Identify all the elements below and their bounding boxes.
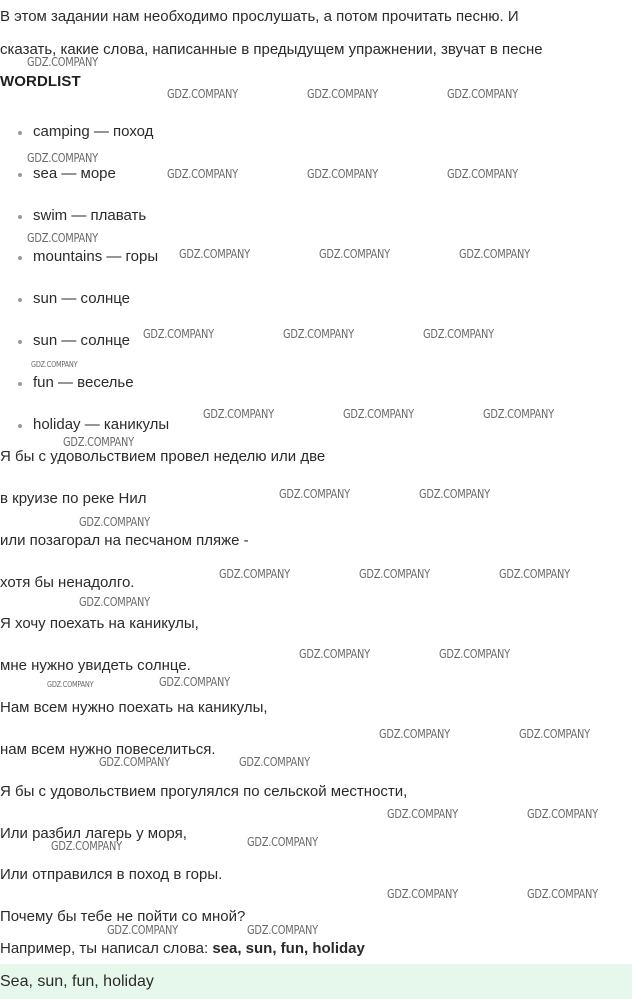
song-line: Я бы с удовольствием провел неделю или две [0, 448, 326, 465]
watermark: GDZ.COMPANY [51, 839, 122, 853]
watermark: GDZ.COMPANY [27, 151, 98, 165]
watermark: GDZ.COMPANY [527, 807, 598, 821]
watermark: GDZ.COMPANY [343, 407, 414, 421]
watermark: GDZ.COMPANY [79, 595, 150, 609]
song-line: Нам всем нужно поехать на каникулы, [0, 699, 268, 716]
watermark: GDZ.COMPANY [239, 755, 310, 769]
watermark: GDZ.COMPANY [387, 887, 458, 901]
watermark: GDZ.COMPANY [359, 567, 430, 581]
watermark: GDZ.COMPANY [483, 407, 554, 421]
song-line: мне нужно увидеть солнце. [0, 657, 191, 674]
song-line: Или разбил лагерь у моря, [0, 825, 187, 842]
song-line: Почему бы тебе не пойти со мной? [0, 908, 246, 925]
watermark: GDZ.COMPANY [247, 923, 318, 937]
watermark: GDZ.COMPANY [519, 727, 590, 741]
bullet-icon [18, 256, 22, 260]
watermark: GDZ.COMPANY [167, 167, 238, 181]
intro-line-2: сказать, какие слова, написанные в предыдущем упражнении, звучат в песне [0, 41, 543, 58]
watermark: GDZ.COMPANY [279, 487, 350, 501]
watermark: GDZ.COMPANY [459, 247, 530, 261]
watermark: GDZ.COMPANY [79, 515, 150, 529]
watermark: GDZ.COMPANY [307, 167, 378, 181]
watermark: GDZ.COMPANY [283, 327, 354, 341]
watermark: GDZ.COMPANY [143, 327, 214, 341]
watermark: GDZ.COMPANY [219, 567, 290, 581]
exercise-page: В этом задании нам необходимо прослушать, а потом прочитать песню. И сказать, какие слова, написанные в предыдущем упражнении, звучат в песне WORDLIST camping — поход sea — море swim — плавать mountains — горы sun — солнце sun — солнце fun — веселье holiday — каникулы Я бы с удовольствием провел неделю или две в круизе по реке Нил или позагорал на песчаном пляже - хотя бы ненадолго. Я хочу поехать на каникулы, мне нужно увидеть солнце. Нам всем нужно поехать на каникулы, нам всем нужно повеселиться. Я бы с удовольствием прогулялся по сельской местности, Или разбил лагерь у моря, Или отправился в поход в горы. Почему бы тебе не пойти со мной? Например, ты написал слова: sea, sun, fun, holiday Sea, sun, fun, holiday GDZ.COMPANY GDZ.COMPANY GDZ.COMPANY GDZ.COMPANY GDZ.COMPANY GDZ.COMPANY GDZ.COMPANY GDZ.COMPANY GDZ.COMPANY GDZ.COMPANY GDZ.COMPANY GDZ.COMPANY GDZ.COMPANY GDZ.COMPANY GDZ.COMPANY GDZ.COMPANY GDZ.COMPANY GDZ.COMPANY GDZ.COMPANY GDZ.COMPANY GDZ.COMPANY GDZ.COMPANY GDZ.COMPANY GDZ.COMPANY GDZ.COMPANY GDZ.COMPANY GDZ.COMPANY GDZ.COMPANY GDZ.COMPANY GDZ.COMPANY GDZ.COMPANY GDZ.COMPANY GDZ.COMPANY GDZ.COMPANY GDZ.COMPANY GDZ.COMPANY GDZ.COMPANY GDZ.COMPANY GDZ.COMPANY GDZ.COMPANY GDZ.COMPANY GDZ.COMPANY GDZ.COMPANY [0, 0, 632, 999]
watermark: GDZ.COMPANY [499, 567, 570, 581]
watermark: GDZ.COMPANY [299, 647, 370, 661]
bullet-icon [18, 173, 22, 177]
bullet-icon [18, 382, 22, 386]
watermark: GDZ.COMPANY [167, 87, 238, 101]
watermark: GDZ.COMPANY [419, 487, 490, 501]
watermark: GDZ.COMPANY [47, 680, 94, 689]
answer-box [0, 964, 632, 999]
bullet-icon [18, 298, 22, 302]
example-words: sea, sun, fun, holiday [212, 940, 365, 957]
watermark: GDZ.COMPANY [27, 55, 98, 69]
watermark: GDZ.COMPANY [527, 887, 598, 901]
watermark: GDZ.COMPANY [63, 435, 134, 449]
wordlist-heading: WORDLIST [0, 73, 81, 90]
song-line: или позагорал на песчаном пляже - [0, 532, 249, 549]
watermark: GDZ.COMPANY [379, 727, 450, 741]
watermark: GDZ.COMPANY [159, 675, 230, 689]
song-line: нам всем нужно повеселиться. [0, 741, 216, 758]
watermark: GDZ.COMPANY [307, 87, 378, 101]
watermark: GDZ.COMPANY [107, 923, 178, 937]
watermark: GDZ.COMPANY [319, 247, 390, 261]
watermark: GDZ.COMPANY [423, 327, 494, 341]
watermark: GDZ.COMPANY [439, 647, 510, 661]
bullet-icon [18, 424, 22, 428]
example-line [0, 939, 365, 959]
song-line: Или отправился в поход в горы. [0, 866, 223, 883]
intro-line-1: В этом задании нам необходимо прослушать, а потом прочитать песню. И [0, 8, 519, 25]
example-prefix: Например, ты написал слова: [0, 940, 213, 957]
watermark: GDZ.COMPANY [203, 407, 274, 421]
watermark: GDZ.COMPANY [447, 167, 518, 181]
watermark: GDZ.COMPANY [27, 231, 98, 245]
watermark: GDZ.COMPANY [179, 247, 250, 261]
song-line: хотя бы ненадолго. [0, 574, 135, 591]
watermark: GDZ.COMPANY [387, 807, 458, 821]
song-line: в круизе по реке Нил [0, 490, 147, 507]
answer-text: Sea, sun, fun, holiday [0, 973, 154, 990]
bullet-icon [18, 131, 22, 135]
song-line: Я хочу поехать на каникулы, [0, 615, 199, 632]
bullet-icon [18, 340, 22, 344]
watermark: GDZ.COMPANY [447, 87, 518, 101]
watermark: GDZ.COMPANY [247, 835, 318, 849]
bullet-icon [18, 215, 22, 219]
watermark: GDZ.COMPANY [31, 360, 78, 369]
watermark: GDZ.COMPANY [99, 755, 170, 769]
song-line: Я бы с удовольствием прогулялся по сельской местности, [0, 783, 408, 800]
